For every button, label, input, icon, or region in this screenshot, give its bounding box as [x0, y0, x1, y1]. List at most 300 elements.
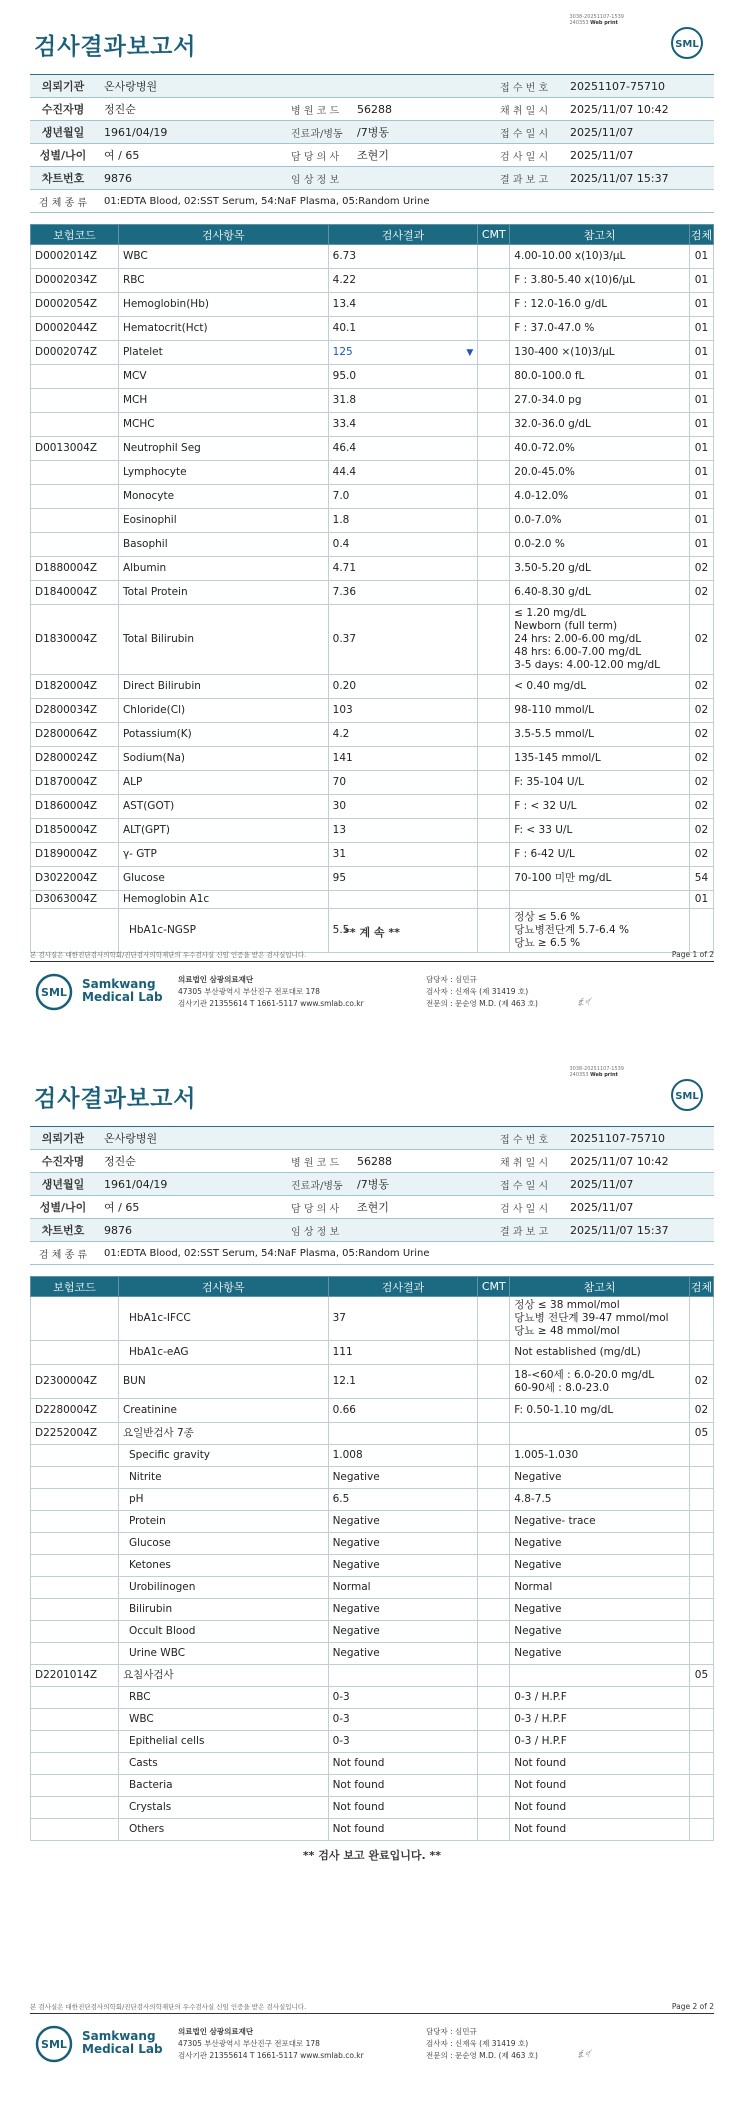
insurance-code: [31, 533, 119, 557]
result-value: 125: [332, 345, 353, 358]
staff-info: [426, 2026, 538, 2062]
insurance-code: D0002074Z: [31, 341, 119, 365]
table-header: [31, 1277, 714, 1297]
test-name: Urobilinogen: [118, 1577, 328, 1599]
test-name: Bacteria: [118, 1775, 328, 1797]
reference-range: [510, 891, 690, 909]
reference-range: F: 0.50-1.10 mg/dL: [510, 1399, 690, 1423]
insurance-code: [31, 1341, 119, 1365]
reference-range: Not found: [510, 1797, 690, 1819]
table-header: [31, 225, 714, 245]
table-row: [31, 1341, 714, 1365]
insurance-code: D1850004Z: [31, 819, 119, 843]
specimen-code: [689, 1797, 713, 1819]
hospcode-value: 56288: [357, 102, 392, 116]
insurance-code: D0002054Z: [31, 293, 119, 317]
insurance-code: [31, 461, 119, 485]
table-row: [31, 437, 714, 461]
specimen-code: [689, 1621, 713, 1643]
org-address: 47305 부산광역시 부산진구 전포대로 178: [178, 987, 320, 996]
reference-range: Negative: [510, 1621, 690, 1643]
patient-header: [30, 74, 714, 213]
insurance-code: D1820004Z: [31, 675, 119, 699]
lab-name: [82, 2030, 163, 2056]
received-value: 2025/11/07: [570, 1177, 634, 1191]
test-name: Sodium(Na): [118, 747, 328, 771]
staff-tester: 검사자 : 신재욱 (제 31419 호): [426, 987, 529, 996]
reference-range: F: < 33 U/L: [510, 819, 690, 843]
test-name: Others: [118, 1819, 328, 1841]
test-name: 요일반검사 7종: [118, 1423, 328, 1445]
test-name: Protein: [118, 1511, 328, 1533]
lab-name: [82, 978, 163, 1004]
table-row: [31, 341, 714, 365]
specimen-code: [689, 1489, 713, 1511]
patient-label: 수진자명: [41, 1155, 85, 1168]
test-name: BUN: [118, 1365, 328, 1399]
note-text: 본 검사실은 대한진단검사의학회/진단검사의학재단의 우수검사실 신임 인증을 받은 검사실입니다.: [30, 2003, 307, 2011]
table-row: [31, 245, 714, 269]
insurance-code: [31, 1797, 119, 1819]
insurance-code: [31, 1819, 119, 1841]
footer-logo-text: SML: [41, 2038, 67, 2051]
print-id: 3038-20251107-1539: [569, 14, 624, 20]
insurance-code: D1870004Z: [31, 771, 119, 795]
test-result: Negative: [328, 1643, 478, 1665]
test-name: Chloride(Cl): [118, 699, 328, 723]
insurance-code: D0013004Z: [31, 437, 119, 461]
dept-value: /7병동: [357, 1178, 389, 1191]
insurance-code: [31, 1775, 119, 1797]
table-row: [31, 1665, 714, 1687]
test-name: Urine WBC: [118, 1643, 328, 1665]
hospital-value: 온사랑병원: [104, 1132, 158, 1145]
print-mode: Web print: [590, 1072, 618, 1078]
insurance-code: D2201014Z: [31, 1665, 119, 1687]
test-name: MCH: [118, 389, 328, 413]
insurance-code: [31, 365, 119, 389]
reference-range: Negative: [510, 1599, 690, 1621]
specimen-code: 01: [689, 365, 713, 389]
test-result: 7.36: [328, 581, 478, 605]
reference-range: [510, 605, 690, 675]
specimen-code: 01: [689, 437, 713, 461]
sexage-label: 성별/나이: [39, 1201, 87, 1214]
test-result: 44.4: [328, 461, 478, 485]
test-name: Nitrite: [118, 1467, 328, 1489]
org-contact: 검사기관 21355614 T 1661-5117 www.smlab.co.kr: [178, 999, 364, 1008]
reference-range: 3.50-5.20 g/dL: [510, 557, 690, 581]
specimen-code: 02: [689, 675, 713, 699]
insurance-code: [31, 1489, 119, 1511]
col-code: 보험코드: [31, 225, 119, 245]
reference-range: [510, 1423, 690, 1445]
specimen-code: [689, 1819, 713, 1841]
test-result: Not found: [328, 1819, 478, 1841]
test-name: Potassium(K): [118, 723, 328, 747]
reference-range: 4.00-10.00 x(10)3/μL: [510, 245, 690, 269]
table-row: [31, 1511, 714, 1533]
table-row: [31, 1577, 714, 1599]
insurance-code: [31, 1731, 119, 1753]
table-row: [31, 891, 714, 909]
test-name: Bilirubin: [118, 1599, 328, 1621]
test-name: Hemoglobin A1c: [118, 891, 328, 909]
dob-value: 1961/04/19: [104, 1177, 168, 1191]
reference-range: 32.0-36.0 g/dL: [510, 413, 690, 437]
org-name: 의료법인 삼광의료재단: [178, 975, 254, 984]
results-body: [31, 245, 714, 953]
header-row: [30, 98, 714, 121]
test-result: 0-3: [328, 1731, 478, 1753]
insurance-code: D3063004Z: [31, 891, 119, 909]
insurance-code: [31, 1511, 119, 1533]
specimen-code: 02: [689, 699, 713, 723]
test-name: Crystals: [118, 1797, 328, 1819]
clinical-label: 임 상 정 보: [291, 174, 340, 186]
doctor-label: 담 당 의 사: [291, 151, 340, 163]
logo-text: SML: [675, 39, 699, 50]
staff-manager: 담당자 : 심민규: [426, 2027, 477, 2036]
reference-range: Normal: [510, 1577, 690, 1599]
ref-line: 18-<60세 : 6.0-20.0 mg/dL: [514, 1368, 655, 1381]
page-title: 검사결과보고서: [34, 1086, 197, 1112]
cmt-cell: [478, 581, 510, 605]
sml-footer-logo-icon: [34, 972, 74, 1012]
test-name: Lymphocyte: [118, 461, 328, 485]
cmt-cell: [478, 699, 510, 723]
test-name: WBC: [118, 1709, 328, 1731]
specimen-code: 02: [689, 723, 713, 747]
cmt-cell: [478, 1399, 510, 1423]
specimen-code: [689, 1775, 713, 1797]
col-result: 검사결과: [328, 1277, 478, 1297]
col-spec: 검체: [689, 1277, 713, 1297]
reference-range: Not found: [510, 1753, 690, 1775]
staff-tester: 검사자 : 신재욱 (제 31419 호): [426, 2039, 529, 2048]
reference-range: 0-3 / H.P.F: [510, 1731, 690, 1753]
test-result: 5.5: [328, 909, 478, 953]
col-result: 검사결과: [328, 225, 478, 245]
reference-range: 0.0-2.0 %: [510, 533, 690, 557]
test-name: ALT(GPT): [118, 819, 328, 843]
test-name: Platelet: [118, 341, 328, 365]
col-spec: 검체: [689, 225, 713, 245]
reference-range: 130-400 ×(10)3/μL: [510, 341, 690, 365]
specimen-code: 54: [689, 867, 713, 891]
accreditation-note: [30, 2002, 714, 2014]
table-row: [31, 365, 714, 389]
specimen-code: 02: [689, 819, 713, 843]
completed-text: ** 검사 보고 완료입니다. **: [302, 1849, 442, 1862]
test-name: WBC: [118, 245, 328, 269]
test-name: MCV: [118, 365, 328, 389]
table-row: [31, 1819, 714, 1841]
specimen-code: 02: [689, 1365, 713, 1399]
test-result: 70: [328, 771, 478, 795]
ref-line: Newborn (full term): [514, 620, 618, 632]
table-row: [31, 1753, 714, 1775]
reference-range: F : 6-42 U/L: [510, 843, 690, 867]
reference-range: F : < 32 U/L: [510, 795, 690, 819]
signature: ई.ৰ্ণ: [578, 998, 590, 1007]
table-row: [31, 293, 714, 317]
test-name: Glucose: [118, 1533, 328, 1555]
patient-header: [30, 1126, 714, 1265]
lab-name-1: Samkwang: [82, 2029, 156, 2043]
specimen-code: [689, 1555, 713, 1577]
table-row: [31, 1643, 714, 1665]
test-result: [328, 1423, 478, 1445]
insurance-code: D3022004Z: [31, 867, 119, 891]
page-footer: [30, 950, 714, 1008]
reported-value: 2025/11/07 15:37: [570, 1223, 669, 1237]
test-name: Hematocrit(Hct): [118, 317, 328, 341]
patient-value: 정진순: [104, 1155, 136, 1168]
specimen-code: 01: [689, 413, 713, 437]
cmt-cell: [478, 843, 510, 867]
clinical-label: 임 상 정 보: [291, 1226, 340, 1238]
header-row: [30, 1127, 714, 1150]
reference-range: 0-3 / H.P.F: [510, 1687, 690, 1709]
table-row: [31, 1709, 714, 1731]
insurance-code: D2252004Z: [31, 1423, 119, 1445]
test-result: 13: [328, 819, 478, 843]
org-info: [178, 974, 364, 1010]
table-row: [31, 1621, 714, 1643]
insurance-code: [31, 1467, 119, 1489]
lab-name-2: Medical Lab: [82, 2042, 163, 2056]
table-row: [31, 317, 714, 341]
reported-label: 결 과 보 고: [500, 1226, 549, 1238]
table-row: [31, 1775, 714, 1797]
specimen-label: 검 체 종 류: [38, 197, 88, 209]
table-row: [31, 533, 714, 557]
header-row: [30, 121, 714, 144]
tested-label: 검 사 일 시: [500, 1203, 549, 1215]
specimen-code: 05: [689, 1665, 713, 1687]
header-row: [30, 167, 714, 190]
cmt-cell: [478, 675, 510, 699]
test-result: 103: [328, 699, 478, 723]
header-row: [30, 75, 714, 98]
test-name: HbA1c-NGSP: [118, 909, 328, 953]
collect-label: 채 취 일 시: [500, 105, 549, 117]
received-label: 접 수 일 시: [500, 1180, 549, 1192]
test-result: 141: [328, 747, 478, 771]
cmt-cell: [478, 293, 510, 317]
table-row: [31, 461, 714, 485]
reference-range: 27.0-34.0 pg: [510, 389, 690, 413]
specimen-value: 01:EDTA Blood, 02:SST Serum, 54:NaF Plasma, 05:Random Urine: [104, 195, 430, 207]
test-name: HbA1c-IFCC: [118, 1297, 328, 1341]
reference-range: F: 35-104 U/L: [510, 771, 690, 795]
table-row: [31, 723, 714, 747]
collect-value: 2025/11/07 10:42: [570, 1154, 669, 1168]
insurance-code: D0002044Z: [31, 317, 119, 341]
test-name: RBC: [118, 1687, 328, 1709]
receipt-label: 접 수 번 호: [500, 1134, 549, 1146]
cmt-cell: [478, 1423, 510, 1445]
org-name: 의료법인 삼광의료재단: [178, 2027, 254, 2036]
insurance-code: [31, 1577, 119, 1599]
cmt-cell: [478, 389, 510, 413]
test-result: Not found: [328, 1753, 478, 1775]
reference-range: Not established (mg/dL): [510, 1341, 690, 1365]
specimen-code: 02: [689, 747, 713, 771]
cmt-cell: [478, 365, 510, 389]
insurance-code: [31, 1709, 119, 1731]
cmt-cell: [478, 1467, 510, 1489]
test-result: Negative: [328, 1621, 478, 1643]
cmt-cell: [478, 795, 510, 819]
cmt-cell: [478, 317, 510, 341]
header-row: [30, 1173, 714, 1196]
table-row: [31, 1599, 714, 1621]
results-table: [30, 224, 714, 953]
sexage-value: 여 / 65: [104, 1201, 140, 1214]
reference-range: 1.005-1.030: [510, 1445, 690, 1467]
col-code: 보험코드: [31, 1277, 119, 1297]
cmt-cell: [478, 771, 510, 795]
insurance-code: D2280004Z: [31, 1399, 119, 1423]
cmt-cell: [478, 1533, 510, 1555]
specimen-code: 01: [689, 485, 713, 509]
reference-range: 4.0-12.0%: [510, 485, 690, 509]
hospital-label: 의뢰기관: [41, 1132, 85, 1145]
table-row: [31, 605, 714, 675]
insurance-code: D1890004Z: [31, 843, 119, 867]
table-row: [31, 699, 714, 723]
test-result: 13.4: [328, 293, 478, 317]
continued-text: ** 계 속 **: [344, 926, 400, 939]
reference-range: 80.0-100.0 fL: [510, 365, 690, 389]
cmt-cell: [478, 747, 510, 771]
cmt-cell: [478, 1709, 510, 1731]
test-name: 요침사검사: [118, 1665, 328, 1687]
cmt-cell: [478, 413, 510, 437]
test-result: 4.71: [328, 557, 478, 581]
reference-range: [510, 1665, 690, 1687]
specimen-code: [689, 1731, 713, 1753]
insurance-code: D2800064Z: [31, 723, 119, 747]
specimen-code: 02: [689, 795, 713, 819]
specimen-label: 검 체 종 류: [38, 1249, 88, 1261]
specimen-code: 02: [689, 581, 713, 605]
specimen-code: 01: [689, 293, 713, 317]
chart-label: 차트번호: [41, 1224, 85, 1237]
insurance-code: D2300004Z: [31, 1365, 119, 1399]
table-row: [31, 557, 714, 581]
specimen-code: [689, 1687, 713, 1709]
specimen-code: [689, 1511, 713, 1533]
cmt-cell: [478, 723, 510, 747]
hospcode-value: 56288: [357, 1154, 392, 1168]
specimen-code: 02: [689, 557, 713, 581]
sml-logo-icon: [670, 26, 704, 60]
reference-range: Negative: [510, 1643, 690, 1665]
reference-range: Negative: [510, 1467, 690, 1489]
sml-footer-logo-icon: [34, 2024, 74, 2064]
reference-range: 70-100 미만 mg/dL: [510, 867, 690, 891]
report-page-2: [0, 1052, 744, 2104]
test-result: 1.008: [328, 1445, 478, 1467]
test-result: 4.22: [328, 269, 478, 293]
reported-label: 결 과 보 고: [500, 174, 549, 186]
specimen-code: [689, 1709, 713, 1731]
header-row: [30, 1219, 714, 1242]
dob-label: 생년월일: [41, 126, 85, 139]
hospcode-label: 병 원 코 드: [291, 1157, 340, 1169]
insurance-code: [31, 1599, 119, 1621]
specimen-code: [689, 1341, 713, 1365]
table-row: [31, 1533, 714, 1555]
test-result: [328, 341, 478, 365]
print-info: [569, 14, 624, 26]
ref-line: 당뇨병전단계 5.7-6.4 %: [514, 924, 629, 936]
sexage-value: 여 / 65: [104, 149, 140, 162]
cmt-cell: [478, 1365, 510, 1399]
test-name: Monocyte: [118, 485, 328, 509]
test-name: Occult Blood: [118, 1621, 328, 1643]
cmt-cell: [478, 461, 510, 485]
cmt-cell: [478, 1819, 510, 1841]
ref-line: 당뇨병 전단계 39-47 mmol/mol: [514, 1312, 669, 1324]
cmt-cell: [478, 245, 510, 269]
reference-range: [510, 1365, 690, 1399]
table-row: [31, 389, 714, 413]
chart-value: 9876: [104, 171, 132, 185]
specimen-code: 02: [689, 605, 713, 675]
specimen-value: 01:EDTA Blood, 02:SST Serum, 54:NaF Plasma, 05:Random Urine: [104, 1247, 430, 1259]
table-row: [31, 771, 714, 795]
cmt-cell: [478, 1445, 510, 1467]
staff-info: [426, 974, 538, 1010]
insurance-code: [31, 509, 119, 533]
patient-label: 수진자명: [41, 103, 85, 116]
specimen-code: 01: [689, 461, 713, 485]
test-result: 95.0: [328, 365, 478, 389]
specimen-code: [689, 1467, 713, 1489]
reference-range: 0-3 / H.P.F: [510, 1709, 690, 1731]
insurance-code: [31, 485, 119, 509]
col-ref: 참고치: [510, 225, 690, 245]
collect-value: 2025/11/07 10:42: [570, 102, 669, 116]
dob-label: 생년월일: [41, 1178, 85, 1191]
insurance-code: D1860004Z: [31, 795, 119, 819]
receipt-value: 20251107-75710: [570, 79, 665, 93]
reference-range: 98-110 mmol/L: [510, 699, 690, 723]
insurance-code: [31, 413, 119, 437]
cmt-cell: [478, 341, 510, 365]
cmt-cell: [478, 891, 510, 909]
specimen-code: 05: [689, 1423, 713, 1445]
ref-line: 당뇨 ≥ 48 mmol/mol: [514, 1325, 620, 1337]
test-name: Ketones: [118, 1555, 328, 1577]
cmt-cell: [478, 1621, 510, 1643]
table-row: [31, 1467, 714, 1489]
test-result: 12.1: [328, 1365, 478, 1399]
ref-line: 당뇨 ≥ 6.5 %: [514, 937, 581, 949]
col-cmt: CMT: [478, 1277, 510, 1297]
hospital-label: 의뢰기관: [41, 80, 85, 93]
test-result: 6.73: [328, 245, 478, 269]
doctor-label: 담 당 의 사: [291, 1203, 340, 1215]
table-row: [31, 1489, 714, 1511]
test-result: [328, 891, 478, 909]
test-result: 33.4: [328, 413, 478, 437]
table-row: [31, 795, 714, 819]
